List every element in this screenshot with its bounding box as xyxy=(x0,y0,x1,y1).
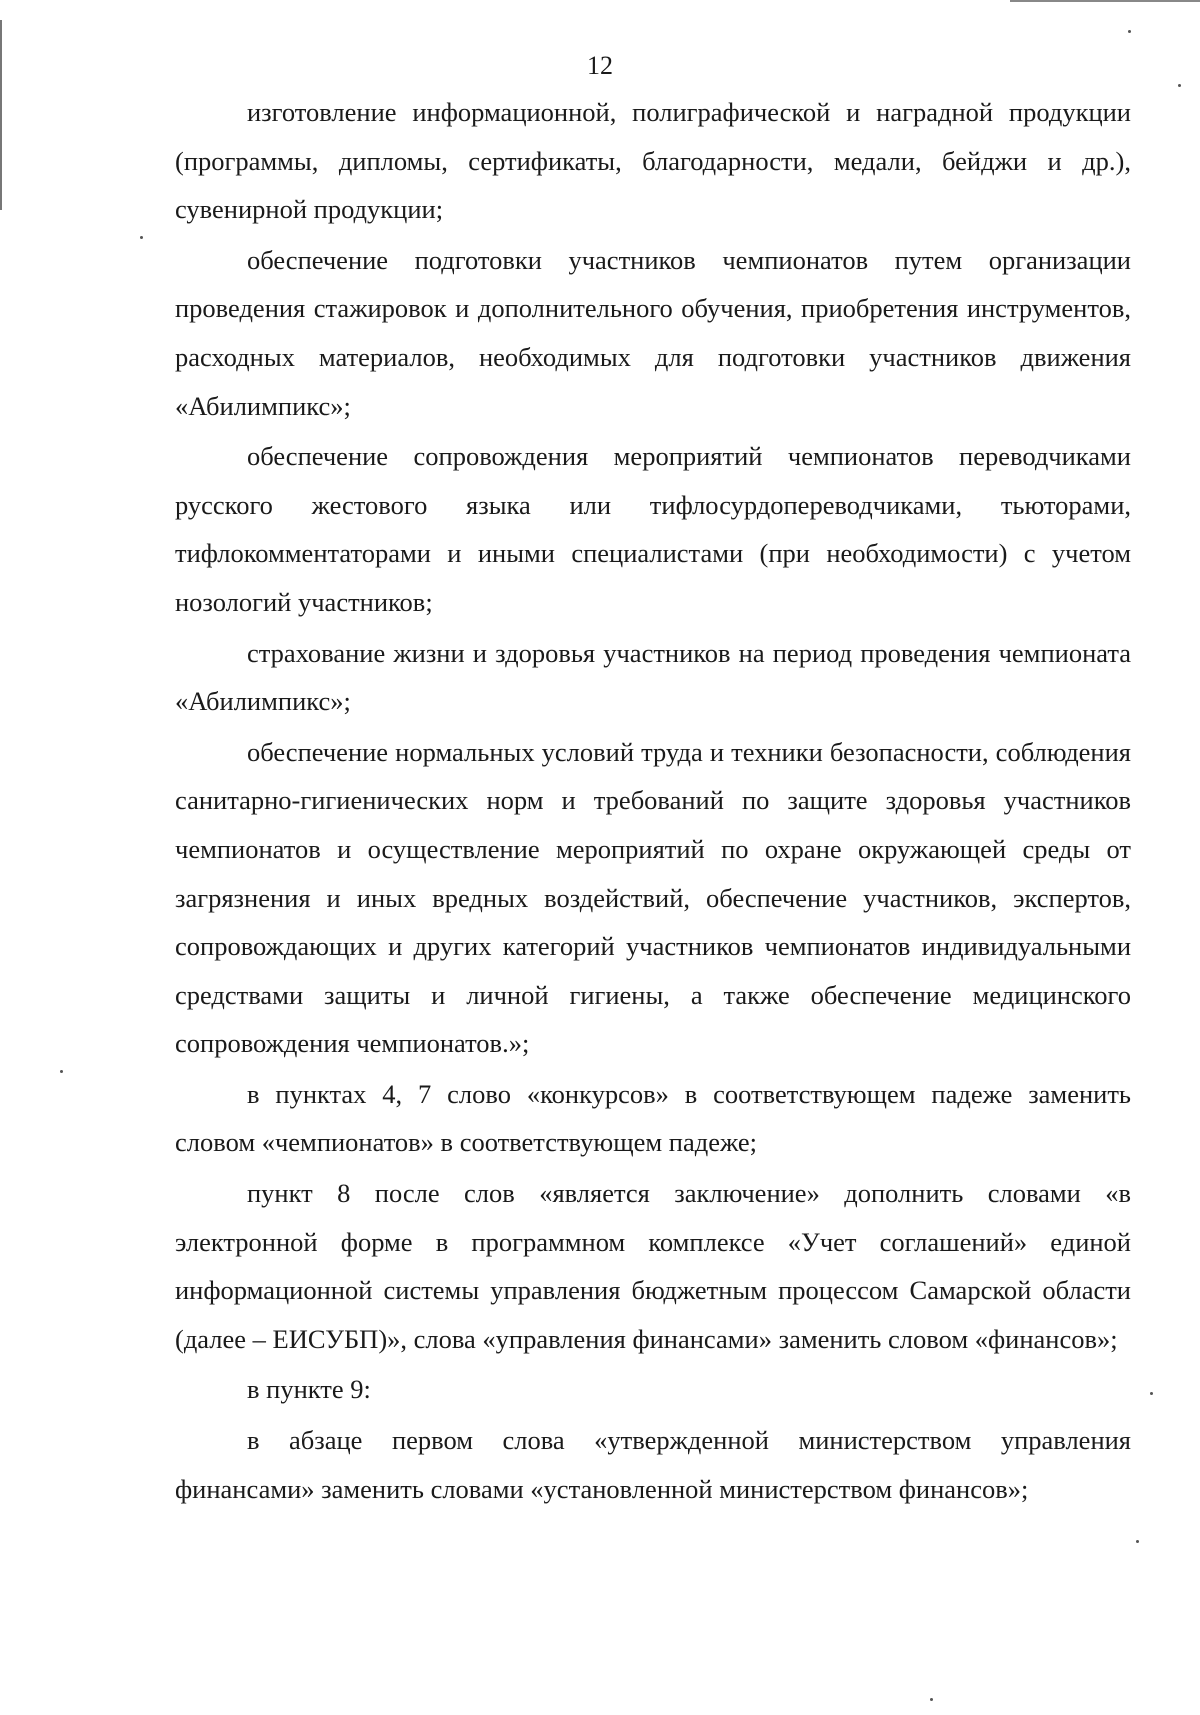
scan-left-edge xyxy=(0,20,2,210)
paragraph: в пунктах 4, 7 слово «конкурсов» в соответствующем падеже заменить словом «чемпионатов» в соответствующем падеже; xyxy=(175,1078,1131,1158)
paragraph: обеспечение сопровождения мероприятий чемпионатов переводчиками русского жестового языка или тифлосурдопереводчиками, тьюторами, тифлокомментаторами и иными специалистами (при необходимости) с учетом нозологий участников; xyxy=(175,441,1131,617)
paragraph: страхование жизни и здоровья участников на период проведения чемпионата «Абилимпикс»; xyxy=(175,637,1131,717)
scan-speck xyxy=(60,1070,63,1073)
paragraph: пункт 8 после слов «является заключение» дополнить словами «в электронной форме в программном комплексе «Учет соглашений» единой информационной системы управления бюджетным процессом Самарской области (далее – ЕИСУБП)», слова «управления финансами» заменить словом «финансов»; xyxy=(175,1178,1131,1354)
body-text xyxy=(175,88,1131,1513)
scan-speck xyxy=(930,1698,933,1701)
paragraph: в пункте 9: xyxy=(247,1374,371,1405)
paragraph: обеспечение подготовки участников чемпионатов путем организации проведения стажировок и дополнительного обучения, приобретения инструментов, расходных материалов, необходимых для подготовки участников движения «Абилимпикс»; xyxy=(175,244,1131,421)
scan-top-edge xyxy=(1010,0,1200,2)
page-number: 12 xyxy=(587,51,613,80)
paragraph: в абзаце первом слова «утвержденной министерством управления финансами» заменить словами «установленной министерством финансов»; xyxy=(175,1425,1131,1504)
scan-speck xyxy=(1128,30,1131,33)
paragraph: изготовление информационной, полиграфической и наградной продукции (программы, дипломы, сертификаты, благодарности, медали, бейджи и др.), сувенирной продукции; xyxy=(175,97,1131,225)
scan-speck xyxy=(1150,1392,1153,1395)
paragraph: обеспечение нормальных условий труда и техники безопасности, соблюдения санитарно-гигиенических норм и требований по защите здоровья участников чемпионатов и осуществление мероприятий по охране окружающей среды от загрязнения и иных вредных воздействий, обеспечение участников, экспертов, сопровождающих и других категорий участников чемпионатов индивидуальными средствами защиты и личной гигиены, а также обеспечение медицинского сопровождения чемпионатов.»; xyxy=(175,736,1131,1059)
scan-speck xyxy=(140,236,143,239)
scan-speck xyxy=(1136,1540,1139,1543)
scan-speck xyxy=(1178,84,1181,87)
